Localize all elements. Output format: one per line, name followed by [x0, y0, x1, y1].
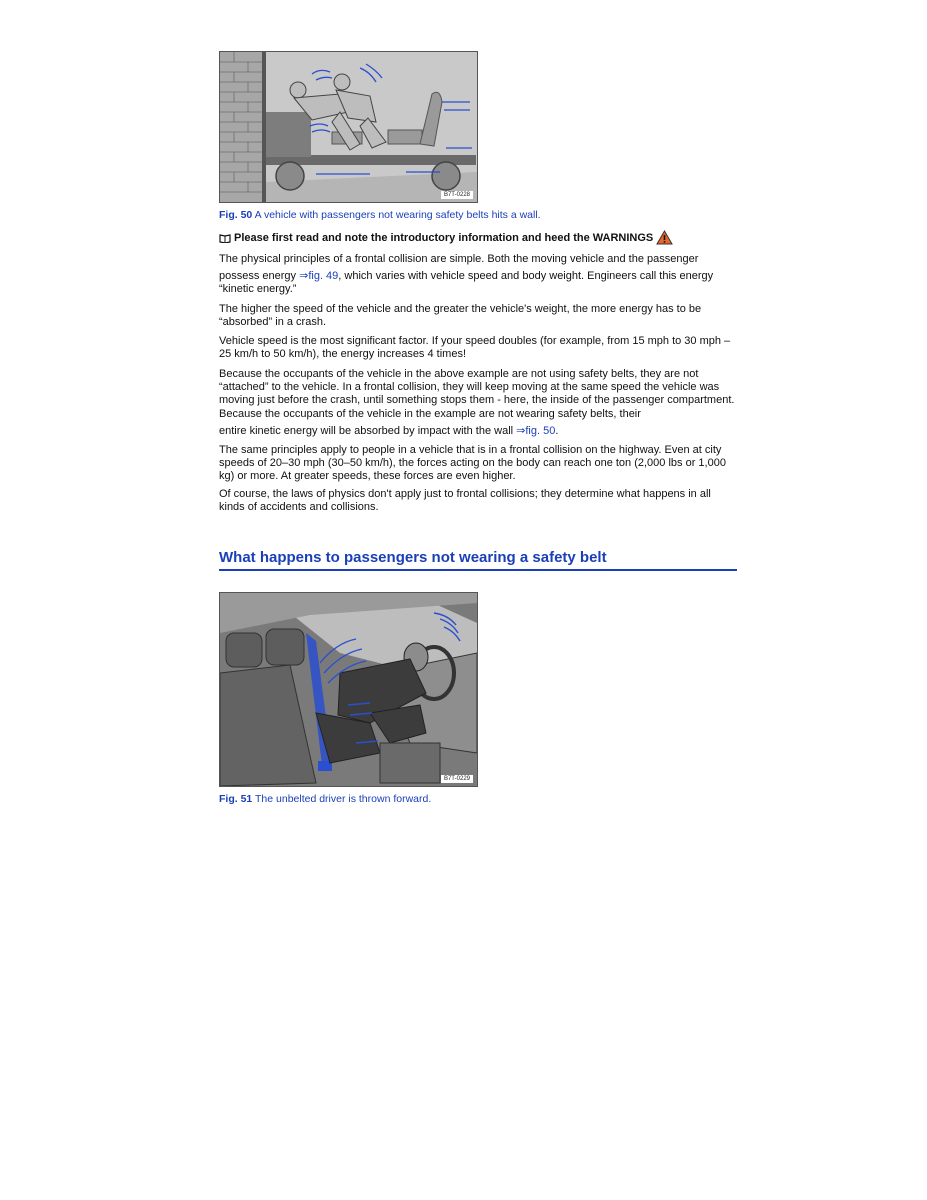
figure-51-caption [219, 793, 431, 805]
fig-50-link[interactable]: ⇒fig. 50 [516, 424, 556, 437]
para-text: Because the occupants of the vehicle in the above example are not using safety belts, they are not “attached” to the vehicle. In a frontal collision, they will keep moving at the same speed the vehicle was moving just before the crash, until something stops them - here, the inside of the passenger compartment. Because the occupants of the vehicle in the example are not wearing safety belts, their [219, 368, 735, 420]
paragraph-highway [219, 444, 739, 484]
paragraph-occupants [219, 368, 739, 438]
paragraph-kinetic-energy [219, 253, 739, 297]
paragraph-speed-weight [219, 303, 739, 329]
figure-code: B7T-0229 [441, 775, 473, 783]
para-text: Vehicle speed is the most significant factor. If your speed doubles (for example, from 15 mph to 30 mph – 25 km/h to 50 km/h), the energy increases 4 times! [219, 335, 731, 361]
para-text: . [555, 424, 559, 437]
warning-notice [219, 230, 673, 245]
para-text: Of course, the laws of physics don't apply just to frontal collisions; they determine what happens in all kinds of accidents and collisions. [219, 488, 711, 514]
notice-text: Please first read and note the introductory information and heed the WARNINGS [234, 231, 654, 244]
warning-triangle-icon [656, 230, 673, 245]
figure-50-caption [219, 209, 541, 221]
para-text: The same principles apply to people in a vehicle that is in a frontal collision on the highway. Even at city speeds of 20–30 mph (30–50 km/h), the forces acting on the body can reach one ton (2,000 lbs or 1,000 kg) or more. At greater speeds, these forces are even higher. [219, 444, 726, 483]
para-text: The higher the speed of the vehicle and the greater the vehicle's weight, the more energy has to be “absorbed” in a crash. [219, 303, 702, 329]
fig-49-link[interactable]: ⇒fig. 49 [299, 270, 339, 283]
caption-text: The unbelted driver is thrown forward. [255, 793, 432, 805]
figure-code: B7T-0228 [441, 191, 473, 199]
paragraph-physics [219, 488, 739, 514]
section-heading: What happens to passengers not wearing a safety belt [219, 549, 737, 571]
para-text: , which varies with vehicle speed and body weight. Engineers call this energy “kinetic energy.” [219, 270, 714, 296]
para-text: possess energy [219, 270, 300, 283]
para-text: entire kinetic energy will be absorbed by impact with the wall [219, 424, 517, 437]
book-icon [219, 233, 231, 243]
figure-50-illustration [219, 51, 478, 203]
figure-51-illustration [219, 592, 478, 787]
caption-text: A vehicle with passengers not wearing safety belts hits a wall. [254, 209, 541, 221]
paragraph-speed-factor [219, 335, 739, 361]
brick-wall [220, 52, 266, 202]
caption-label: Fig. 50 [219, 209, 253, 221]
caption-label: Fig. 51 [219, 793, 253, 805]
para-text: The physical principles of a frontal collision are simple. Both the moving vehicle and the passenger [219, 253, 699, 265]
